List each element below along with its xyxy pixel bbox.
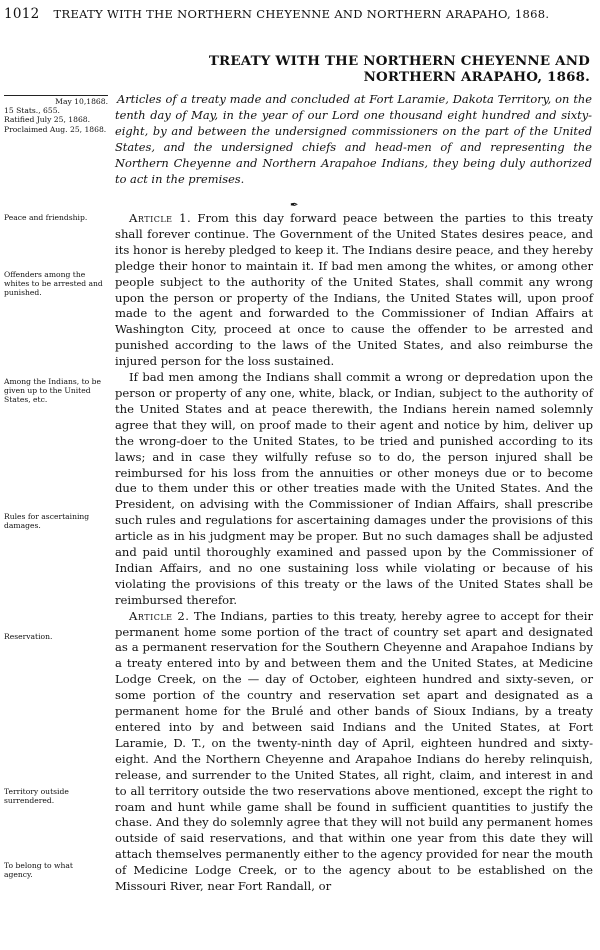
preamble: Articles of a treaty made and concluded at Fort Laramie, Dakota Territory, on the tenth day of May, in the year of our Lord one thousand eight hundred and sixty-eight, by and between the undersigned commissioners on the part of the United States, and the undersigned chiefs and head-men of and representing the Northern Cheyenne and Northern Arapahoe Indians, they being duly authorized to act in the premises. — [115, 92, 592, 186]
margin-ratified: Ratified July 25, 1868. — [4, 115, 91, 125]
margin-note-peace: Peace and friendship. — [4, 213, 88, 222]
margin-note-rules: Rules for ascertaining damages. — [4, 512, 90, 531]
treaty-title: TREATY WITH THE NORTHERN CHEYENNE AND NORTHERN ARAPAHO, 1868. — [208, 53, 590, 85]
margin-stats: 15 Stats., 655. — [4, 106, 60, 116]
margin-note-dates — [4, 95, 108, 134]
page-number: 1012 — [4, 6, 40, 22]
margin-note-agency: To belong to what agency. — [4, 861, 73, 880]
margin-date: May 10,1868. — [55, 97, 108, 106]
article-2-text: The Indians, parties to this treaty, hereby agree to accept for their permanent home some portion of the tract of country set apart and designated as a permanent reservation for the Southern Cheyenne and Arapahoe Indians by a treaty entered into by and between them and the United States, at Medicine Lodge Creek, on the — day of October, eighteen hundred and sixty-seven, or some portion of the country and reservation set apart and designated as a permanent home for the Brulé and other bands of Sioux Indians, by a treaty entered into by and between said Indians and the United States, at Fort Laramie, D. T., on the twenty-ninth day of April, eighteen hundred and sixty-eight. And the Northern Cheyenne and Arapahoe Indians do hereby relinquish, release, and surrender to the United States, all right, claim, and interest in and to all territory outside the two reservations above mentioned, except the right to roam and hunt while game shall be found in sufficient quantities to justify the chase. And they do solemnly agree that they will not build any permanent homes outside of said reservations, and that within one year from this date they will attach themselves permanently either to the agency provided for near the mouth of Medicine Lodge Creek, or to the agency about to be established on the Missouri River, near Fort Randall, or — [115, 608, 593, 894]
treaty-body — [115, 211, 593, 895]
article-2-label: Article 2. — [129, 608, 190, 623]
article-1-text: From this day forward peace between the parties to this treaty shall forever continue. The Government of the United States desires peace, and its honor is hereby pledged to keep it. The Indians desire peace, and they hereby pledge their honor to maintain it. If bad men among the whites, or among other people subject to the authority of the United States, shall commit any wrong upon the person or property of the Indians, the United States will, upon proof made to the agent and forwarded to the Commissioner of Indian Affairs at Washington City, proceed at once to cause the offender to be arrested and punished according to the laws of the United States, and also reimburse the injured person for the loss sustained. — [115, 211, 593, 369]
running-head-title: TREATY WITH THE NORTHERN CHEYENNE AND NORTHERN ARAPAHO, 1868. — [53, 7, 550, 21]
margin-note-reservation: Reservation. — [4, 632, 53, 641]
margin-note-territory: Territory outside surrendered. — [4, 787, 69, 806]
article-2-paragraph — [115, 609, 593, 895]
running-head — [4, 6, 596, 22]
article-1-paragraph-2: If bad men among the Indians shall commit a wrong or depredation upon the person or property of any one, white, black, or Indian, subject to the authority of the United States and at peace therewith, the Indians herein named solemnly agree that they will, on proof made to their agent and notice by him, deliver up the wrong-doer to the United States, to be tried and punished according to its laws; and in case they wilfully refuse so to do, the person injured shall be reimbursed for his loss from the annuities or other moneys due or to become due to them under this or other treaties made with the United States. And the President, on advising with the Commissioner of Indian Affairs, shall prescribe such rules and regulations for ascertaining damages under the provisions of this article as in his judgment may be proper. But no such damages shall be adjusted and paid until thoroughly examined and passed upon by the Commissioner of Indian Affairs, and no one sustaining loss while violating or because of his violating the provisions of this treaty or the laws of the United States shall be reimbursed therefor. — [115, 370, 593, 607]
margin-note-offenders: Offenders among the whites to be arrested and punished. — [4, 270, 103, 298]
pen-ornament-icon: ✒ — [290, 200, 299, 211]
margin-proclaimed: Proclaimed Aug. 25, 1868. — [4, 124, 107, 134]
margin-note-among-indians: Among the Indians, to be given up to the United States, etc. — [4, 377, 101, 405]
article-1-label: Article 1. — [129, 211, 192, 225]
article-1-paragraph — [115, 211, 593, 370]
